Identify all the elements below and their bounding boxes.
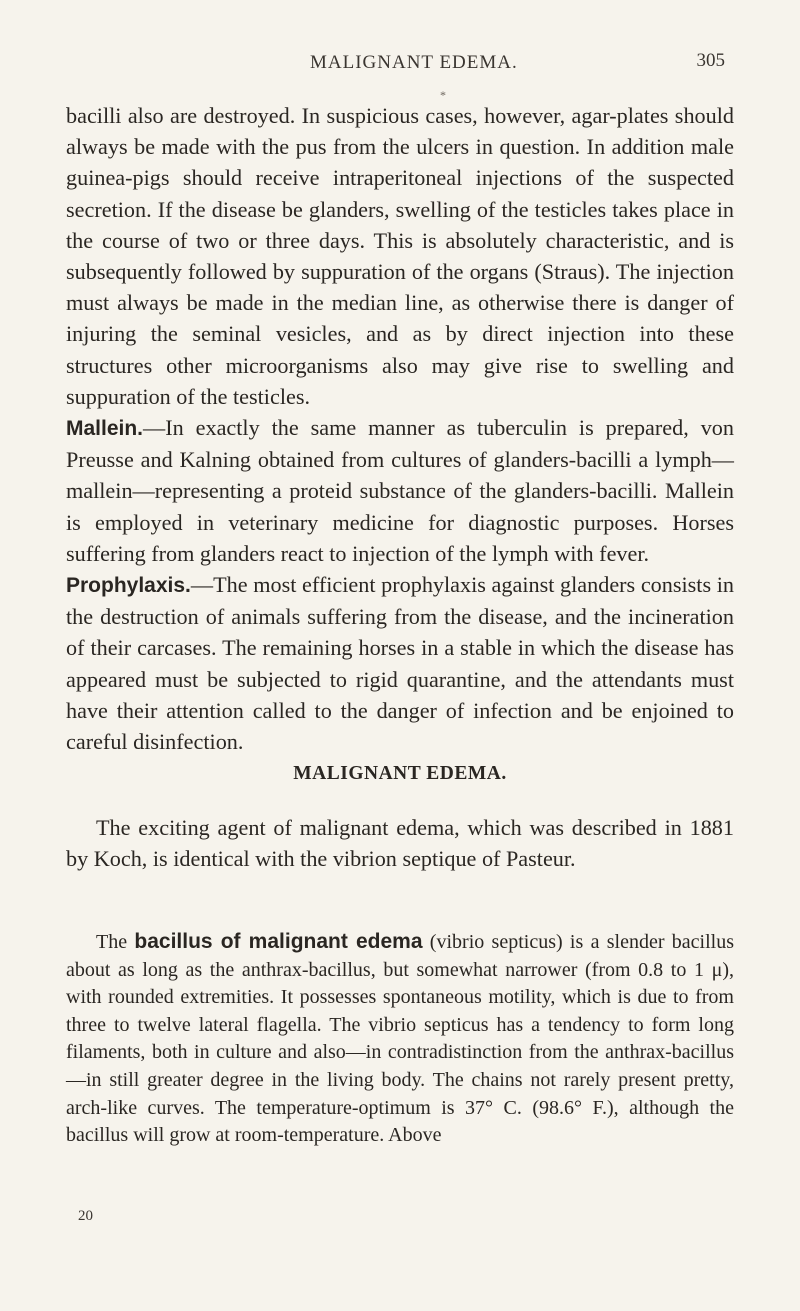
prophylaxis-text: —The most efficient prophylaxis against glanders consists in the destruction of animals suffering from the disease, and the incineration of their carcases. The remaining horses in a stable in which the disease has appeared must be subjected to rigid quarantine, and the attendants must have their attention called to the danger of infection and be enjoined to careful disinfection. bbox=[66, 572, 734, 755]
paragraph-prophylaxis bbox=[66, 569, 734, 757]
glanders-text-block bbox=[66, 100, 734, 757]
paragraph-testicle-test: bacilli also are destroyed. In suspicious cases, however, agar-plates should always be made with the pus from the ulcers in question. In addition male guinea-pigs should receive intraperitoneal injections of the suspected secretion. If the disease be glanders, swelling of the testicles takes place in the course of two or three days. This is absolutely characteristic, and is subsequently followed by suppuration of the organs (Straus). The injection must always be made in the median line, as otherwise there is danger of injuring the seminal vesicles, and as by direct injection into these structures other microorganisms also may give rise to swelling and suppuration of the testicles. bbox=[66, 103, 734, 409]
page-number: 305 bbox=[696, 50, 725, 71]
mallein-text: —In exactly the same manner as tuberculin is prepared, von Preusse and Kalning obtained from cultures of glanders-bacilli a lymph—mallein—representing a proteid substance of the glanders-bacilli. Mallein is employed in veterinary medicine for diagnostic purposes. Horses suffering from glanders react to injection of the lymph with fever. bbox=[66, 415, 734, 566]
stray-mark: * bbox=[440, 88, 446, 102]
bacillus-lead: The bbox=[96, 931, 135, 953]
bacillus-description-block bbox=[66, 928, 734, 1150]
bacillus-text: (vibrio septicus) is a slender bacillus about as long as the anthrax-bacillus, but somewhat narrower (from 0.8 to 1 μ), with rounded extremities. It possesses spontaneous motility, which is due to from three to twelve lateral flagella. The vibrio septicus has a tendency to form long filaments, both in culture and also—in contradistinction from the anthrax-bacillus—in still greater degree in the living body. The chains not rarely present pretty, arch-like curves. The temperature-optimum is 37° C. (98.6° F.), although the bacillus will grow at room-temperature. Above bbox=[66, 931, 734, 1147]
paragraph-bacillus bbox=[66, 928, 734, 1150]
signature-mark: 20 bbox=[78, 1208, 93, 1224]
run-in-heading-mallein: Mallein. bbox=[66, 417, 144, 441]
running-title: MALIGNANT EDEMA. bbox=[310, 52, 518, 73]
malignant-edema-intro bbox=[66, 812, 734, 874]
paragraph-mallein bbox=[66, 412, 734, 569]
run-in-heading-bacillus: bacillus of malignant edema bbox=[134, 930, 423, 953]
section-title: MALIGNANT EDEMA. bbox=[293, 763, 507, 784]
paragraph-exciting-agent: The exciting agent of malignant edema, which was described in 1881 by Koch, is identical with the vibrion septique of Pasteur. bbox=[66, 815, 734, 872]
run-in-heading-prophylaxis: Prophylaxis. bbox=[66, 574, 191, 598]
